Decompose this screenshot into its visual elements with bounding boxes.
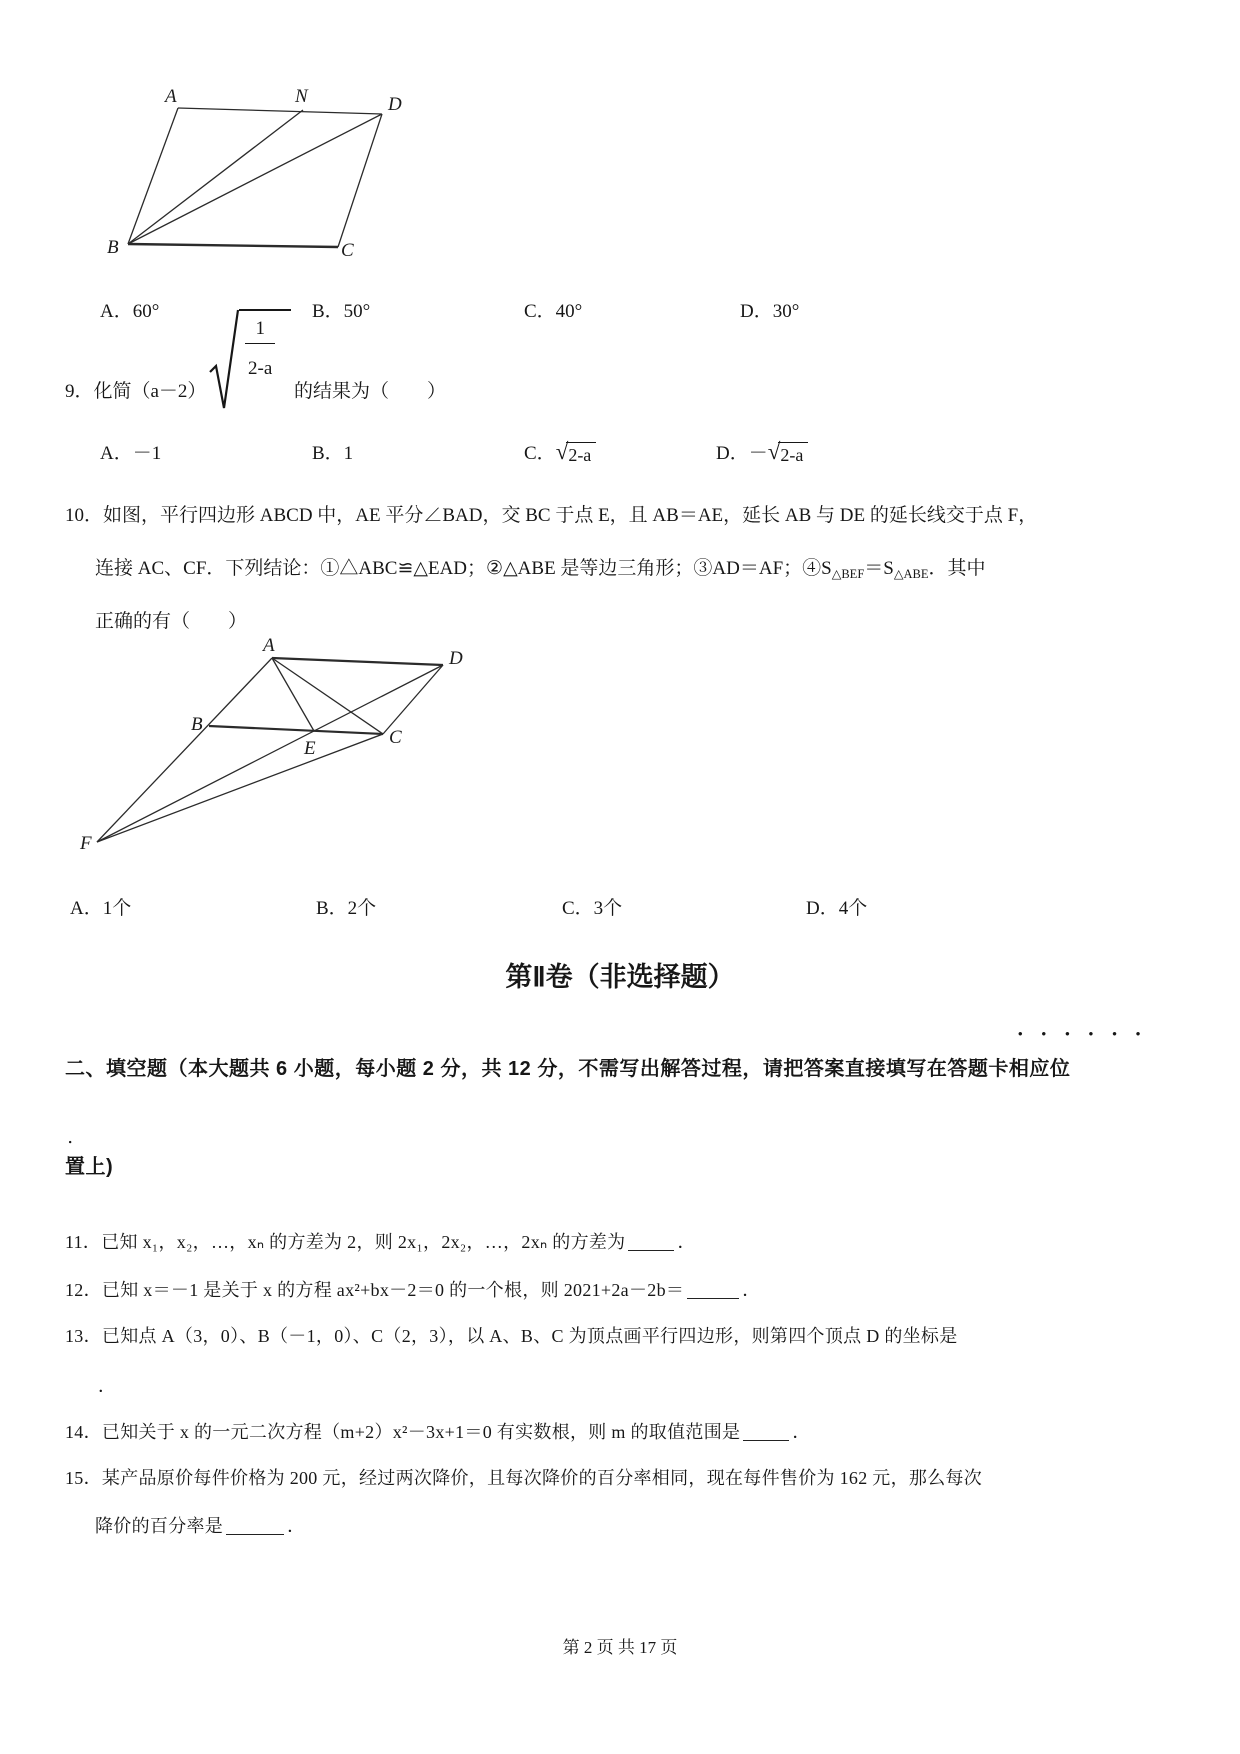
q11-answer-blank [628,1234,674,1251]
emphasis-dots: •••••• [1018,1026,1160,1041]
vertex-label-c: C [341,240,354,261]
edge-AD [178,108,382,114]
q9-suffix: 的结果为（ ） [293,381,446,402]
q13-text: 13．已知点 A（3，0）、B（－1，0）、C（2，3），以 A、B、C 为顶点画平行四边形，则第四个顶点 D 的坐标是 [65,1326,958,1346]
q9-option-b: B．1 [312,443,354,464]
q11-period: ． [677,1232,696,1252]
diagonal-AC [272,658,383,734]
q10-option-b: B．2个 [316,898,377,919]
q10-line2-sub1: △BEF [831,567,865,581]
q12-answer-blank [687,1282,739,1299]
q8-option-b: B．50° [312,301,371,322]
vertex-label-a: A [165,86,177,107]
q15-line2 [95,1512,305,1538]
vertex-label-d: D [449,648,463,669]
sqrt-small [767,439,809,466]
q10-line1: 10．如图，平行四边形 ABCD 中，AE 平分∠BAD，交 BC 于点 E，且 AB＝AE，延长 AB 与 DE 的延长线交于点 F， [65,505,1038,526]
edge-CD [383,665,443,734]
q15-line1: 15．某产品原价每件价格为 200 元，经过两次降价，且每次降价的百分率相同，现在每件售价为 162 元，那么每次 [65,1468,983,1488]
q15-text: 降价的百分率是 [95,1516,224,1536]
fill-section-intro-line2: 置上) [65,1156,114,1178]
q9-radical [209,308,291,412]
line-DEF [97,665,443,842]
q10-line2-part2: ＝S [864,558,894,579]
q14 [65,1418,811,1444]
q10-line2-part3: ．其中 [928,558,986,579]
q13-period: ． [98,1376,117,1396]
q9-option-d-label: D．－ [716,443,768,464]
q9-stem [65,308,446,412]
radicand: 2-a [566,442,596,466]
q11-text: 11．已知 x₁，x₂，…，xₙ 的方差为 2，则 2x₁，2x₂，…，2xₙ 的方差为 [65,1232,626,1252]
q10-option-c: C．3个 [562,898,623,919]
q8-option-a: A．60° [100,301,160,322]
vertex-label-b: B [107,237,119,258]
segment-BN [128,110,303,244]
q9-options-row [0,438,1240,468]
vertex-label-d: D [388,94,402,115]
q10-line2-sub2: △ABE [893,567,929,581]
q15-answer-blank [226,1518,284,1535]
fraction-numerator: 1 [245,318,275,344]
vertex-label-n: N [295,86,308,107]
vertex-label-f: F [80,833,92,854]
edge-BC [209,726,383,734]
fraction [245,318,275,380]
radicand: 2-a [778,442,808,466]
segment-BD [128,114,382,244]
stray-emphasis-dot: ． [68,1130,83,1146]
q13-line2 [98,1372,116,1398]
edge-AB [128,108,178,244]
line-ABF [97,658,272,842]
radical-sign [209,308,239,412]
vertex-label-b: B [191,714,203,735]
q9-option-c-label: C． [524,443,556,464]
q12 [65,1276,761,1302]
q8-option-d: D．30° [740,301,800,322]
vertex-label-e: E [304,738,316,759]
fraction-denominator: 2-a [248,358,273,379]
radical-sign: √ [555,439,569,464]
q14-text: 14．已知关于 x 的一元二次方程（m+2）x²－3x+1＝0 有实数根，则 m 的取值范围是 [65,1422,741,1442]
q9-option-c [524,438,596,466]
q15-period: ． [287,1516,306,1536]
q9-option-a: A．－1 [100,443,162,464]
q9-prefix: 9．化简（a－2） [65,381,207,402]
q12-period: ． [742,1280,761,1300]
q10-line2-part1: 连接 AC、CF．下列结论：①△ABC≌△EAD；②△ABE 是等边三角形；③AD＝AF；④S [95,558,832,579]
q8-figure [95,78,425,268]
page-footer: 第 2 页 共 17 页 [562,1638,678,1657]
q9-option-d [716,438,808,466]
sqrt-small [555,439,597,466]
q8-option-c: C．40° [524,301,583,322]
radical-sign: √ [767,439,781,464]
q10-figure [75,635,495,860]
q14-period: ． [792,1422,811,1442]
vertex-label-c: C [389,727,402,748]
fill-section-intro-line1: 二、填空题（本大题共 6 小题，每小题 2 分，共 12 分，不需写出解答过程，请把答案直接填写在答题卡相应位 [65,1058,1071,1080]
q11 [65,1228,696,1254]
q12-text: 12．已知 x＝－1 是关于 x 的方程 ax²+bx－2＝0 的一个根，则 2021+2a－2b＝ [65,1280,685,1300]
q14-answer-blank [743,1424,789,1441]
q10-options-row [0,893,1240,923]
vertex-label-a: A [263,635,275,656]
radicand [239,309,291,380]
edge-DC [338,114,382,247]
q13-line1 [65,1322,958,1348]
segment-CF [97,734,383,842]
q10-option-a: A．1个 [70,898,132,919]
q10-option-d: D．4个 [806,898,868,919]
q10-line3: 正确的有（ ） [95,611,248,632]
section2-heading: 第Ⅱ卷（非选择题） [505,962,735,992]
edge-BC [128,244,338,247]
q10-line2 [95,553,986,582]
edge-AD [272,658,443,665]
segment-AE [272,658,314,731]
